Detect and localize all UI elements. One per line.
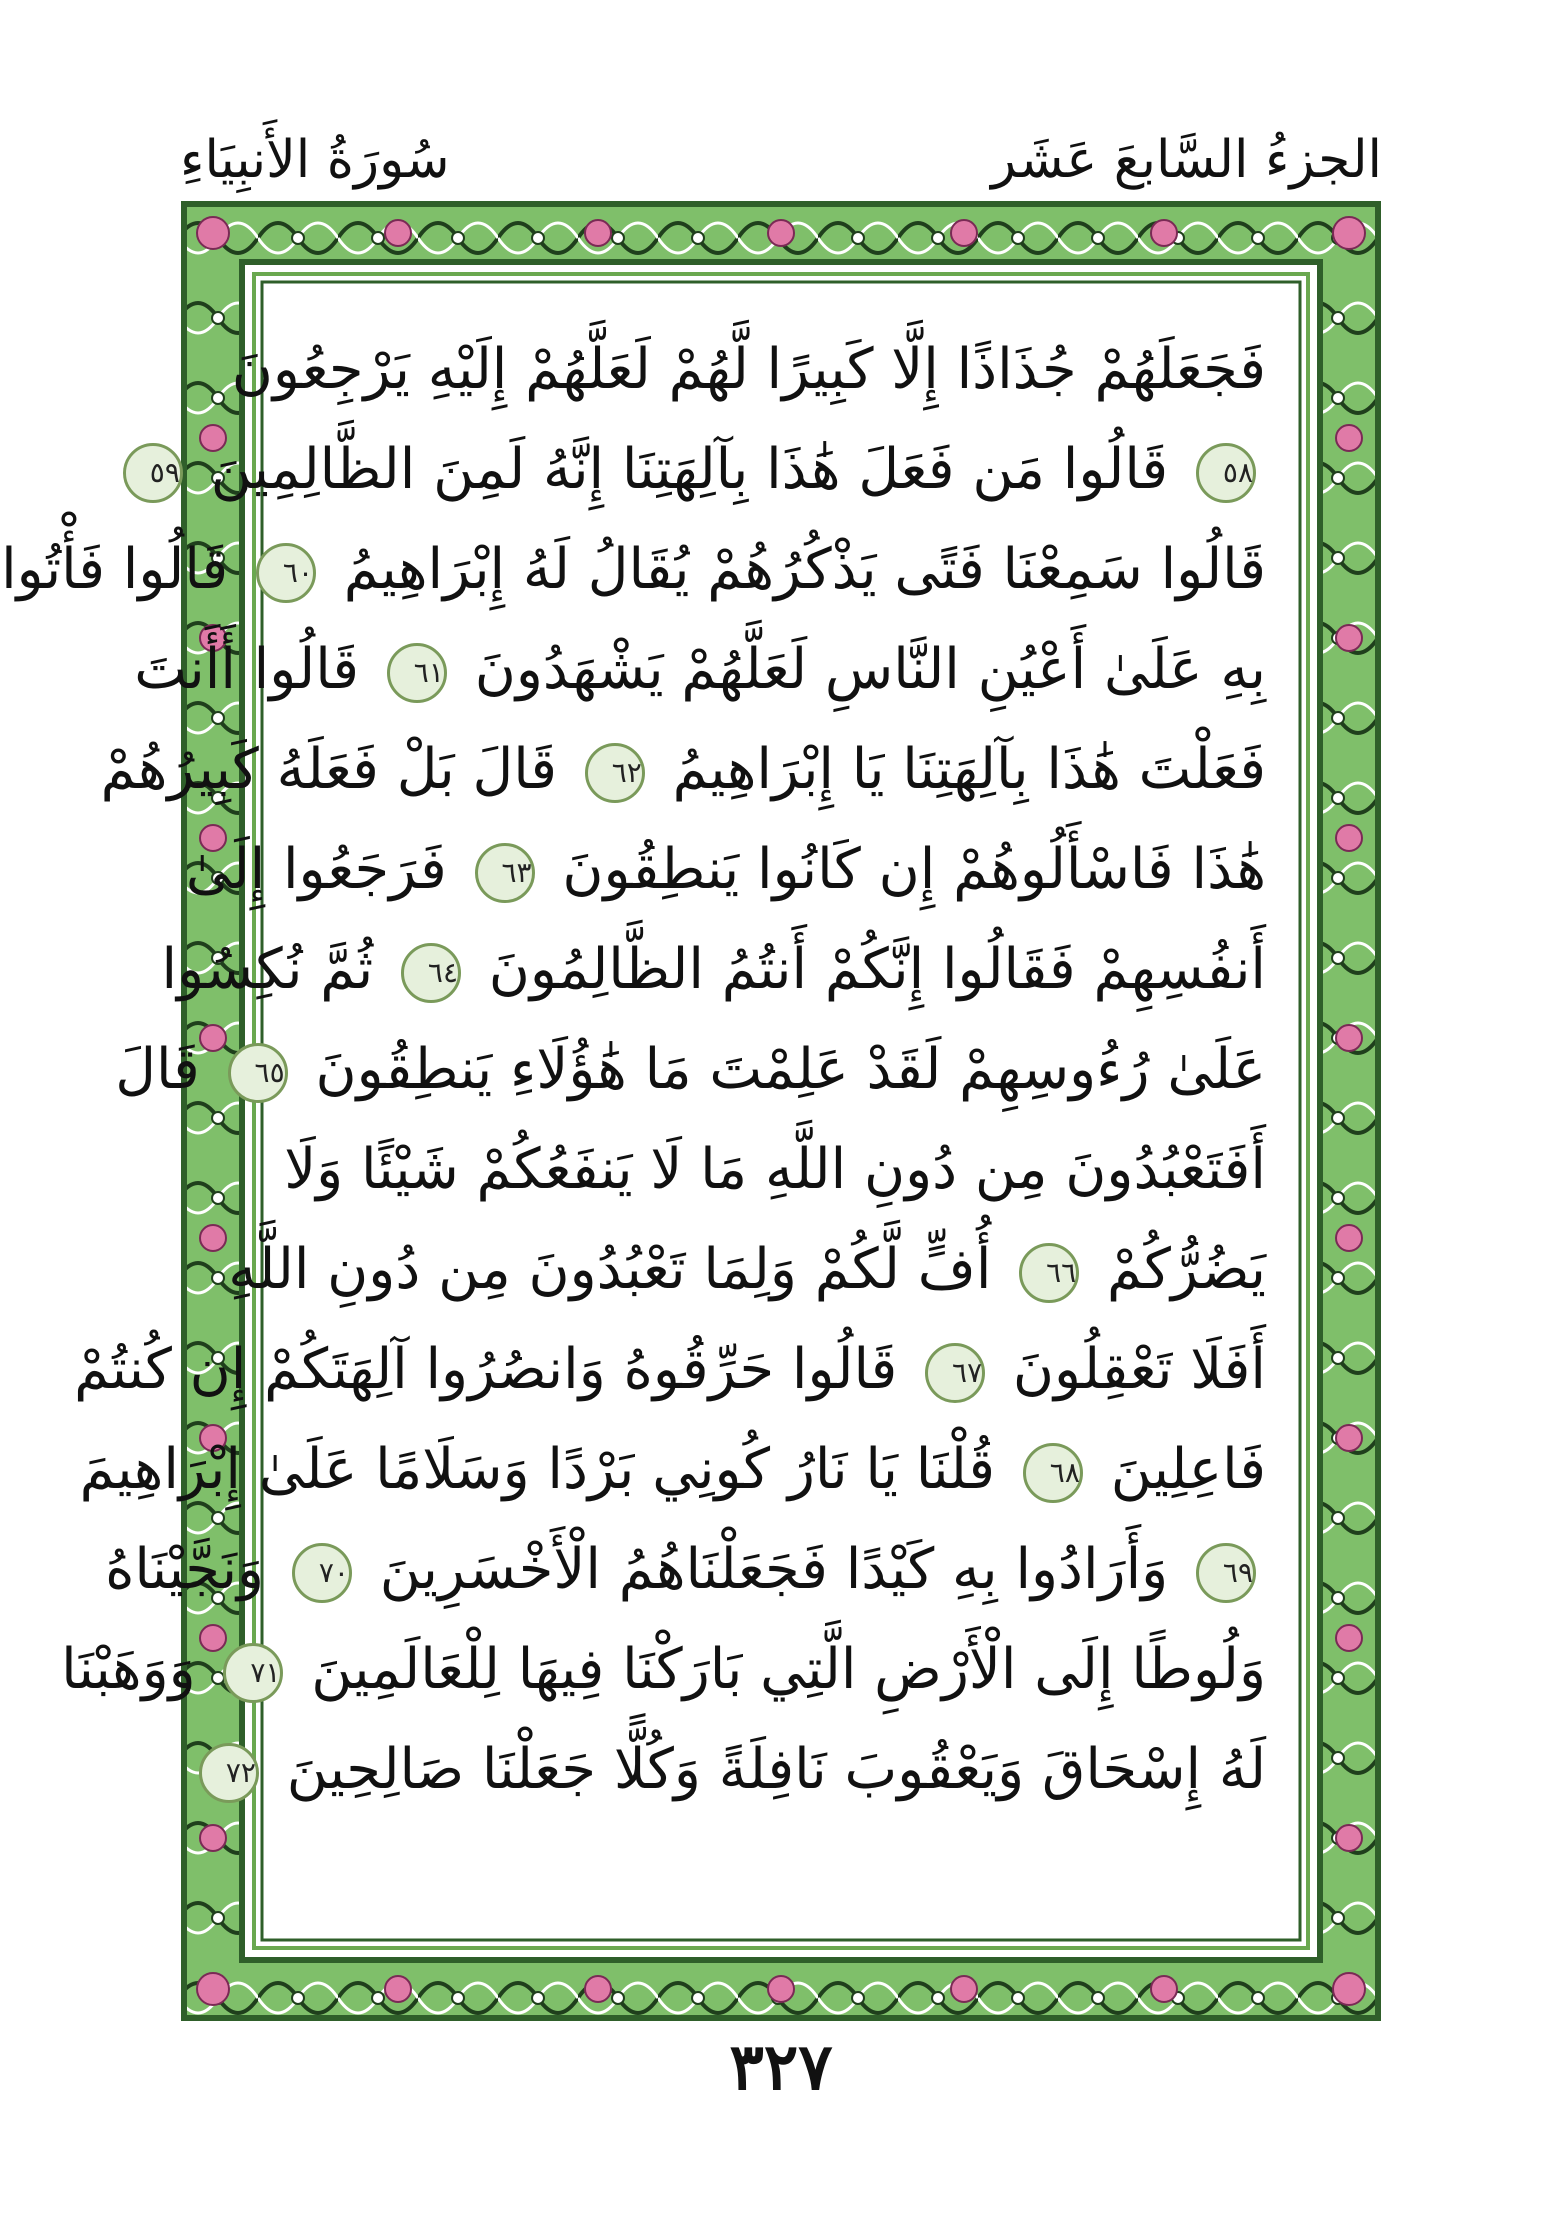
page-number: ٣٢٧ <box>729 2030 833 2105</box>
line-12 <box>79 1424 1266 1516</box>
line-4-text: بِهِ عَلَىٰ أَعْيُنِ النَّاسِ لَعَلَّهُمْ يَشْهَدُونَ <box>474 637 1266 702</box>
ayah-69-marker: ٦٩ <box>1196 1543 1256 1603</box>
ayah-68-marker: ٦٨ <box>1023 1443 1083 1503</box>
line-15-text: لَهُ إِسْحَاقَ وَيَعْقُوبَ نَافِلَةً وَكُلًّا جَعَلْنَا صَالِحِينَ <box>286 1737 1266 1802</box>
line-7 <box>161 924 1266 1016</box>
line-5 <box>100 724 1266 816</box>
line-7-tail: ثُمَّ نُكِسُوا <box>161 937 374 1002</box>
line-8-text: عَلَىٰ رُءُوسِهِمْ لَقَدْ عَلِمْتَ مَا هَٰؤُلَاءِ يَنطِقُونَ <box>315 1037 1266 1102</box>
line-10-text: يَضُرُّكُمْ <box>1107 1237 1266 1302</box>
line-14-tail: وَوَهَبْنَا <box>61 1637 196 1702</box>
line-12-text: فَاعِلِينَ <box>1110 1437 1266 1502</box>
line-11-tail: قَالُوا حَرِّقُوهُ وَانصُرُوا آلِهَتَكُمْ إِن كُنتُمْ <box>74 1337 898 1402</box>
line-6-text: هَٰذَا فَاسْأَلُوهُمْ إِن كَانُوا يَنطِقُونَ <box>562 837 1266 902</box>
ayah-62-marker: ٦٢ <box>585 743 645 803</box>
line-3-text: قَالُوا سَمِعْنَا فَتًى يَذْكُرُهُمْ يُقَالُ لَهُ إِبْرَاهِيمُ <box>343 537 1266 602</box>
line-3-tail: قَالُوا فَأْتُوا <box>1 537 229 602</box>
ayah-71-marker: ٧١ <box>223 1643 283 1703</box>
line-12-tail: قُلْنَا يَا نَارُ كُونِي بَرْدًا وَسَلَامًا عَلَىٰ إِبْرَاهِيمَ <box>79 1437 996 1502</box>
line-4-tail: قَالُوا أَأَنتَ <box>134 637 360 702</box>
ayah-66-marker: ٦٦ <box>1019 1243 1079 1303</box>
line-2 <box>149 424 1266 516</box>
line-8-tail: قَالَ <box>115 1037 200 1102</box>
line-1 <box>231 324 1266 416</box>
ayah-61-marker: ٦١ <box>387 643 447 703</box>
ayah-70-marker: ٧٠ <box>292 1543 352 1603</box>
line-13-lead: وَأَرَادُوا بِهِ كَيْدًا فَجَعَلْنَاهُمُ الْأَخْسَرِينَ <box>379 1537 1169 1602</box>
line-10-tail: أُفٍّ لَّكُمْ وَلِمَا تَعْبُدُونَ مِن دُونِ اللَّهِ <box>228 1237 992 1302</box>
ayah-65-marker: ٦٥ <box>228 1043 288 1103</box>
line-4 <box>134 624 1266 716</box>
ayah-60-marker: ٦٠ <box>256 543 316 603</box>
line-9 <box>284 1124 1266 1216</box>
surah-title: سُورَةُ الأَنبِيَاءِ <box>180 130 450 190</box>
line-1-text: فَجَعَلَهُمْ جُذَاذًا إِلَّا كَبِيرًا لَّهُمْ لَعَلَّهُمْ إِلَيْهِ يَرْجِعُونَ <box>231 337 1266 402</box>
line-8 <box>115 1024 1266 1116</box>
ayah-63-marker: ٦٣ <box>475 843 535 903</box>
line-15 <box>225 1724 1266 1816</box>
quran-text-panel <box>1 290 1294 1932</box>
line-10 <box>228 1224 1266 1316</box>
line-13 <box>105 1524 1266 1616</box>
ayah-58-marker: ٥٨ <box>1196 443 1256 503</box>
ayah-72-marker: ٧٢ <box>199 1743 259 1803</box>
line-11-text: أَفَلَا تَعْقِلُونَ <box>1012 1337 1266 1402</box>
line-11 <box>74 1324 1266 1416</box>
line-9-text: أَفَتَعْبُدُونَ مِن دُونِ اللَّهِ مَا لَا يَنفَعُكُمْ شَيْئًا وَلَا <box>284 1137 1266 1202</box>
ayah-64-marker: ٦٤ <box>401 943 461 1003</box>
line-5-text: فَعَلْتَ هَٰذَا بِآلِهَتِنَا يَا إِبْرَاهِيمُ <box>672 737 1266 802</box>
line-6 <box>185 824 1266 916</box>
ayah-67-marker: ٦٧ <box>925 1343 985 1403</box>
ayah-59-marker: ٥٩ <box>123 443 183 503</box>
line-5-tail: قَالَ بَلْ فَعَلَهُ كَبِيرُهُمْ <box>100 737 558 802</box>
line-7-text: أَنفُسِهِمْ فَقَالُوا إِنَّكُمْ أَنتُمُ الظَّالِمُونَ <box>488 937 1266 1002</box>
line-13-tail: وَنَجَّيْنَاهُ <box>105 1537 265 1602</box>
line-14 <box>61 1624 1266 1716</box>
page-header <box>0 120 1562 210</box>
line-2-text: قَالُوا مَن فَعَلَ هَٰذَا بِآلِهَتِنَا إِنَّهُ لَمِنَ الظَّالِمِينَ <box>210 437 1169 502</box>
line-14-text: وَلُوطًا إِلَى الْأَرْضِ الَّتِي بَارَكْنَا فِيهَا لِلْعَالَمِينَ <box>311 1637 1266 1702</box>
juz-title: الجزءُ السَّابعَ عَشَر <box>991 130 1382 190</box>
line-6-tail: فَرَجَعُوا إِلَىٰ <box>185 837 447 902</box>
line-3 <box>1 524 1266 616</box>
